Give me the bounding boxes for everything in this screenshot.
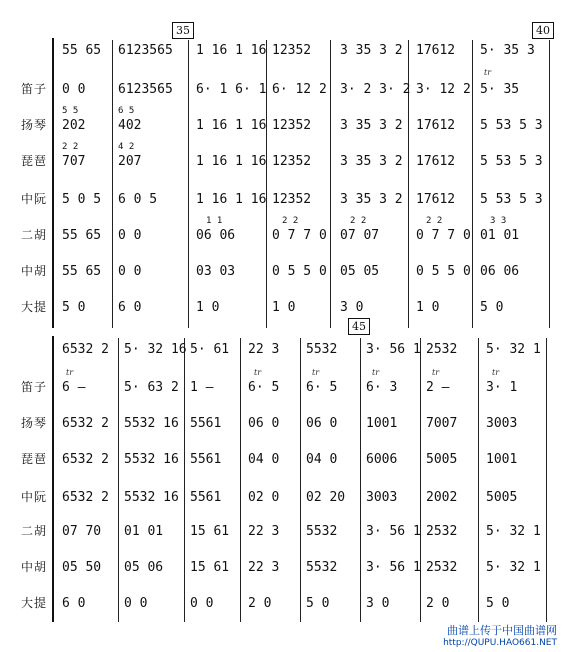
dati-measure: 5 0 [486, 596, 510, 611]
dati-measure: 0 0 [190, 596, 214, 611]
erhu-measure: 06 06 [196, 228, 236, 243]
trill-mark: tr [312, 368, 320, 377]
dati-measure: 1 0 [272, 300, 296, 315]
dati-measure: 0 0 [124, 596, 148, 611]
erhu-measure: 07 70 [62, 524, 102, 539]
melody-measure: 55 65 [62, 43, 102, 58]
barline [118, 338, 119, 622]
zhongruan-measure: 3003 [366, 490, 398, 505]
dati-measure: 6 0 [62, 596, 86, 611]
yangqin-chord: 6 5 [118, 106, 135, 116]
barline [549, 40, 550, 328]
zhongruan-measure: 2002 [426, 490, 458, 505]
melody-measure: 17612 [416, 43, 456, 58]
erhu-chord: 3 3 [490, 216, 507, 226]
pipa-chord: 4 2 [118, 142, 135, 152]
barline [546, 338, 547, 622]
zhongruan-measure: 5 53 5 3 [480, 192, 543, 207]
zhonghu-measure: 05 05 [340, 264, 380, 279]
zhonghu-measure: 2532 [426, 560, 458, 575]
trill-mark: tr [372, 368, 380, 377]
erhu-measure: 55 65 [62, 228, 102, 243]
yangqin-measure: 06 0 [248, 416, 280, 431]
zhongruan-measure: 17612 [416, 192, 456, 207]
pipa-measure: 1 16 1 16 [196, 154, 267, 169]
erhu-chord: 2 2 [282, 216, 299, 226]
dizi-measure: 5· 35 [480, 82, 520, 97]
barline [330, 40, 331, 328]
dizi-measure: 6· 5 [248, 380, 280, 395]
pipa-measure: 12352 [272, 154, 312, 169]
dati-measure: 5 0 [480, 300, 504, 315]
yangqin-chord: 5 5 [62, 106, 79, 116]
pipa-measure: 17612 [416, 154, 456, 169]
melody-measure: 5· 32 16 [124, 342, 187, 357]
melody-measure: 6123565 [118, 43, 173, 58]
rehearsal-mark-40: 40 [532, 22, 554, 39]
zhongruan-measure: 6 0 5 [118, 192, 158, 207]
pipa-measure: 5561 [190, 452, 222, 467]
melody-measure: 5532 [306, 342, 338, 357]
dizi-measure: 2 – [426, 380, 450, 395]
melody-measure: 5· 61 [190, 342, 230, 357]
dati-measure: 3 0 [340, 300, 364, 315]
yangqin-measure: 402 [118, 118, 142, 133]
pipa-chord: 2 2 [62, 142, 79, 152]
erhu-measure: 01 01 [124, 524, 164, 539]
zhonghu-measure: 22 3 [248, 560, 280, 575]
barline [300, 338, 301, 622]
melody-measure: 3· 56 1 [366, 342, 421, 357]
watermark [443, 622, 557, 648]
erhu-measure: 0 7 7 0 [416, 228, 471, 243]
erhu-chord: 2 2 [350, 216, 367, 226]
melody-measure: 1 16 1 16 [196, 43, 267, 58]
instrument-label-dizi: 笛子 [20, 82, 47, 96]
pipa-measure: 5 53 5 3 [480, 154, 543, 169]
pipa-measure: 04 0 [306, 452, 338, 467]
erhu-measure: 0 7 7 0 [272, 228, 327, 243]
instrument-label-pipa: 琵琶 [20, 154, 47, 168]
barline [184, 338, 185, 622]
zhongruan-measure: 02 0 [248, 490, 280, 505]
zhonghu-measure: 5· 32 1 [486, 560, 541, 575]
yangqin-measure: 6532 2 [62, 416, 109, 431]
erhu-measure: 22 3 [248, 524, 280, 539]
zhongruan-measure: 1 16 1 16 [196, 192, 267, 207]
dati-measure: 2 0 [426, 596, 450, 611]
trill-mark: tr [432, 368, 440, 377]
trill-mark: tr [492, 368, 500, 377]
instrument-label-yangqin: 扬琴 [20, 416, 47, 430]
dizi-measure: 6· 12 2 [272, 82, 327, 97]
instrument-label-zhongruan: 中阮 [20, 192, 47, 206]
instrument-label-zhonghu: 中胡 [20, 264, 47, 278]
pipa-measure: 1001 [486, 452, 518, 467]
score-system-1 [0, 24, 563, 330]
pipa-measure: 3 35 3 2 [340, 154, 403, 169]
melody-measure: 12352 [272, 43, 312, 58]
erhu-measure: 01 01 [480, 228, 520, 243]
yangqin-measure: 12352 [272, 118, 312, 133]
rehearsal-mark-45: 45 [348, 318, 370, 335]
yangqin-measure: 06 0 [306, 416, 338, 431]
pipa-measure: 6532 2 [62, 452, 109, 467]
trill-mark: tr [254, 368, 262, 377]
erhu-measure: 5532 [306, 524, 338, 539]
system-bracket [52, 38, 54, 328]
melody-measure: 5· 35 3 [480, 43, 535, 58]
dati-measure: 1 0 [196, 300, 220, 315]
barline [420, 338, 421, 622]
zhonghu-measure: 55 65 [62, 264, 102, 279]
dizi-measure: 0 0 [62, 82, 86, 97]
pipa-measure: 5005 [426, 452, 458, 467]
erhu-measure: 0 0 [118, 228, 142, 243]
yangqin-measure: 1001 [366, 416, 398, 431]
zhongruan-measure: 12352 [272, 192, 312, 207]
barline [112, 40, 113, 328]
dizi-measure: 6 – [62, 380, 86, 395]
trill-mark: tr [484, 68, 492, 77]
erhu-measure: 3· 56 1 [366, 524, 421, 539]
pipa-measure: 707 [62, 154, 86, 169]
instrument-label-erhu: 二胡 [20, 524, 47, 538]
dati-measure: 2 0 [248, 596, 272, 611]
barline [188, 40, 189, 328]
melody-measure: 6532 2 [62, 342, 109, 357]
score-system-2 [0, 320, 563, 626]
pipa-measure: 5532 16 [124, 452, 179, 467]
zhongruan-measure: 5005 [486, 490, 518, 505]
yangqin-measure: 1 16 1 16 [196, 118, 267, 133]
yangqin-measure: 7007 [426, 416, 458, 431]
yangqin-measure: 5561 [190, 416, 222, 431]
barline [478, 338, 479, 622]
instrument-label-erhu: 二胡 [20, 228, 47, 242]
pipa-measure: 207 [118, 154, 142, 169]
dizi-measure: 6· 1 6· 1 [196, 82, 267, 97]
dati-measure: 5 0 [306, 596, 330, 611]
zhongruan-measure: 5 0 5 [62, 192, 102, 207]
barline [360, 338, 361, 622]
dati-measure: 5 0 [62, 300, 86, 315]
barline [472, 40, 473, 328]
zhonghu-measure: 05 50 [62, 560, 102, 575]
erhu-chord: 2 2 [426, 216, 443, 226]
melody-measure: 2532 [426, 342, 458, 357]
melody-measure: 5· 32 1 [486, 342, 541, 357]
dati-measure: 3 0 [366, 596, 390, 611]
zhongruan-measure: 3 35 3 2 [340, 192, 403, 207]
watermark-title: 曲谱上传于中国曲谱网 [447, 624, 557, 637]
watermark-url: http://QUPU.HAO661.NET [443, 638, 557, 648]
zhongruan-measure: 5532 16 [124, 490, 179, 505]
zhonghu-measure: 0 0 [118, 264, 142, 279]
dizi-measure: 1 – [190, 380, 214, 395]
dizi-measure: 5· 63 2 [124, 380, 179, 395]
trill-mark: tr [66, 368, 74, 377]
zhongruan-measure: 02 20 [306, 490, 346, 505]
yangqin-measure: 3 35 3 2 [340, 118, 403, 133]
instrument-label-pipa: 琵琶 [20, 452, 47, 466]
zhonghu-measure: 0 5 5 0 [416, 264, 471, 279]
dizi-measure: 3· 2 3· 2 [340, 82, 411, 97]
instrument-label-dizi: 笛子 [20, 380, 47, 394]
zhonghu-measure: 06 06 [480, 264, 520, 279]
erhu-measure: 5· 32 1 [486, 524, 541, 539]
dizi-measure: 6· 5 [306, 380, 338, 395]
erhu-chord: 1 1 [206, 216, 223, 226]
yangqin-measure: 17612 [416, 118, 456, 133]
yangqin-measure: 202 [62, 118, 86, 133]
zhonghu-measure: 03 03 [196, 264, 236, 279]
zhonghu-measure: 05 06 [124, 560, 164, 575]
dizi-measure: 3· 12 2 [416, 82, 471, 97]
pipa-measure: 6006 [366, 452, 398, 467]
yangqin-measure: 5532 16 [124, 416, 179, 431]
zhonghu-measure: 15 61 [190, 560, 230, 575]
dizi-measure: 6· 3 [366, 380, 398, 395]
yangqin-measure: 3003 [486, 416, 518, 431]
zhongruan-measure: 6532 2 [62, 490, 109, 505]
erhu-measure: 2532 [426, 524, 458, 539]
rehearsal-mark-35: 35 [172, 22, 194, 39]
erhu-measure: 15 61 [190, 524, 230, 539]
system-bracket [52, 336, 54, 622]
zhonghu-measure: 5532 [306, 560, 338, 575]
instrument-label-zhonghu: 中胡 [20, 560, 47, 574]
pipa-measure: 04 0 [248, 452, 280, 467]
instrument-label-dati: 大提 [20, 300, 47, 314]
dati-measure: 6 0 [118, 300, 142, 315]
instrument-label-yangqin: 扬琴 [20, 118, 47, 132]
dizi-measure: 3· 1 [486, 380, 518, 395]
dizi-measure: 6123565 [118, 82, 173, 97]
zhongruan-measure: 5561 [190, 490, 222, 505]
zhonghu-measure: 0 5 5 0 [272, 264, 327, 279]
instrument-label-dati: 大提 [20, 596, 47, 610]
zhonghu-measure: 3· 56 1 [366, 560, 421, 575]
barline [240, 338, 241, 622]
yangqin-measure: 5 53 5 3 [480, 118, 543, 133]
melody-measure: 22 3 [248, 342, 280, 357]
dati-measure: 1 0 [416, 300, 440, 315]
melody-measure: 3 35 3 2 [340, 43, 403, 58]
instrument-label-zhongruan: 中阮 [20, 490, 47, 504]
erhu-measure: 07 07 [340, 228, 380, 243]
